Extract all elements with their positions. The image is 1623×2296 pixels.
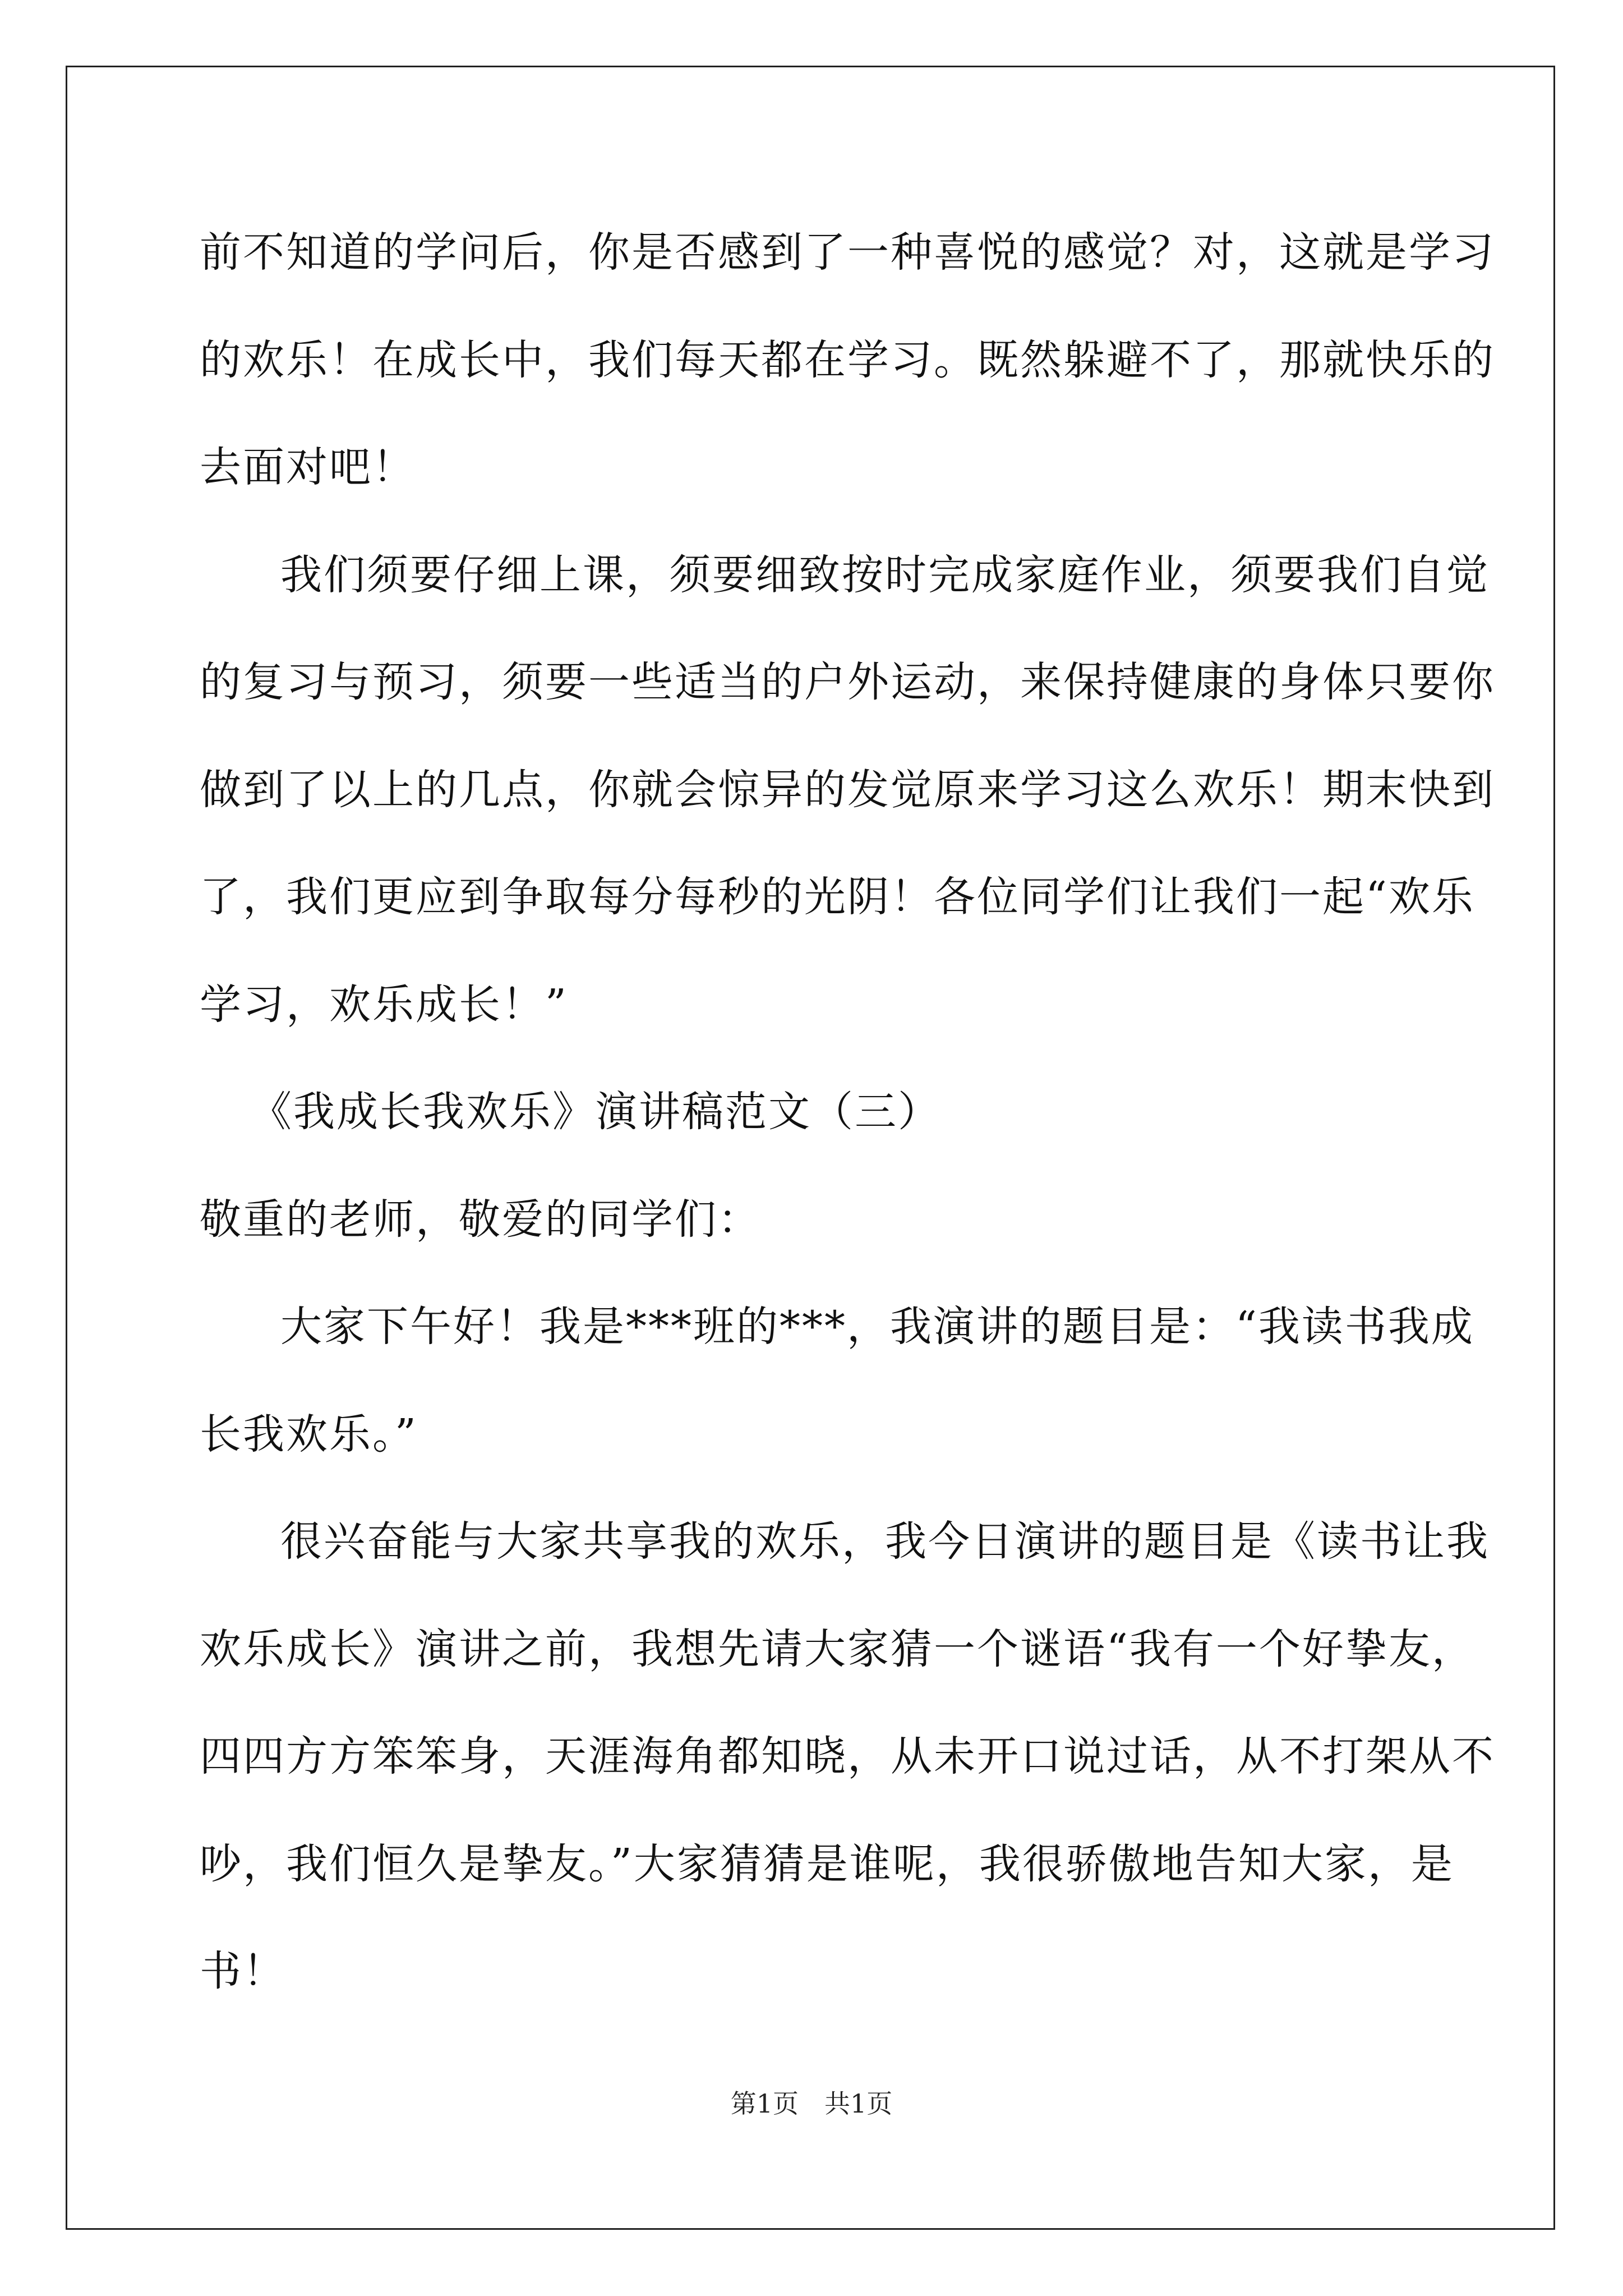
text-line-11: 大家下午好！我是***班的***，我演讲的题目是：“我读书我成	[280, 1303, 1474, 1351]
page-footer: 第1页 共1页	[730, 2088, 893, 2119]
text-line-4: 我们须要仔细上课，须要细致按时完成家庭作业，须要我们自觉	[280, 551, 1490, 599]
text-line-1: 前不知道的学问后，你是否感到了一种喜悦的感觉？对，这就是学习	[200, 228, 1495, 277]
text-line-12: 长我欢乐。”	[200, 1410, 418, 1458]
text-line-2: 的欢乐！在成长中，我们每天都在学习。既然躲避不了，那就快乐的	[200, 336, 1495, 384]
text-line-14: 欢乐成长》演讲之前，我想先请大家猜一个谜语“我有一个好挚友，	[200, 1625, 1475, 1673]
text-line-16: 吵，我们恒久是挚友。”大家猜猜是谁呢，我很骄傲地告知大家，是	[200, 1840, 1454, 1888]
text-line-3: 去面对吧！	[200, 443, 416, 491]
text-line-5: 的复习与预习，须要一些适当的户外运动，来保持健康的身体只要你	[200, 658, 1495, 706]
text-line-6: 做到了以上的几点，你就会惊异的发觉原来学习这么欢乐！期末快到	[200, 766, 1495, 814]
page-border	[66, 66, 1555, 2230]
salutation: 敬重的老师，敬爱的同学们：	[200, 1195, 761, 1244]
text-line-15: 四四方方笨笨身，天涯海角都知晓，从未开口说过话，从不打架从不	[200, 1732, 1495, 1780]
text-line-7: 了，我们更应到争取每分每秒的光阴！各位同学们让我们一起“欢乐	[200, 873, 1475, 921]
section-title: 《我成长我欢乐》演讲稿范文（三）	[250, 1088, 941, 1136]
text-line-17: 书！	[200, 1947, 286, 1995]
text-line-13: 很兴奋能与大家共享我的欢乐，我今日演讲的题目是《读书让我	[280, 1517, 1490, 1566]
text-line-8: 学习，欢乐成长！”	[200, 981, 568, 1029]
